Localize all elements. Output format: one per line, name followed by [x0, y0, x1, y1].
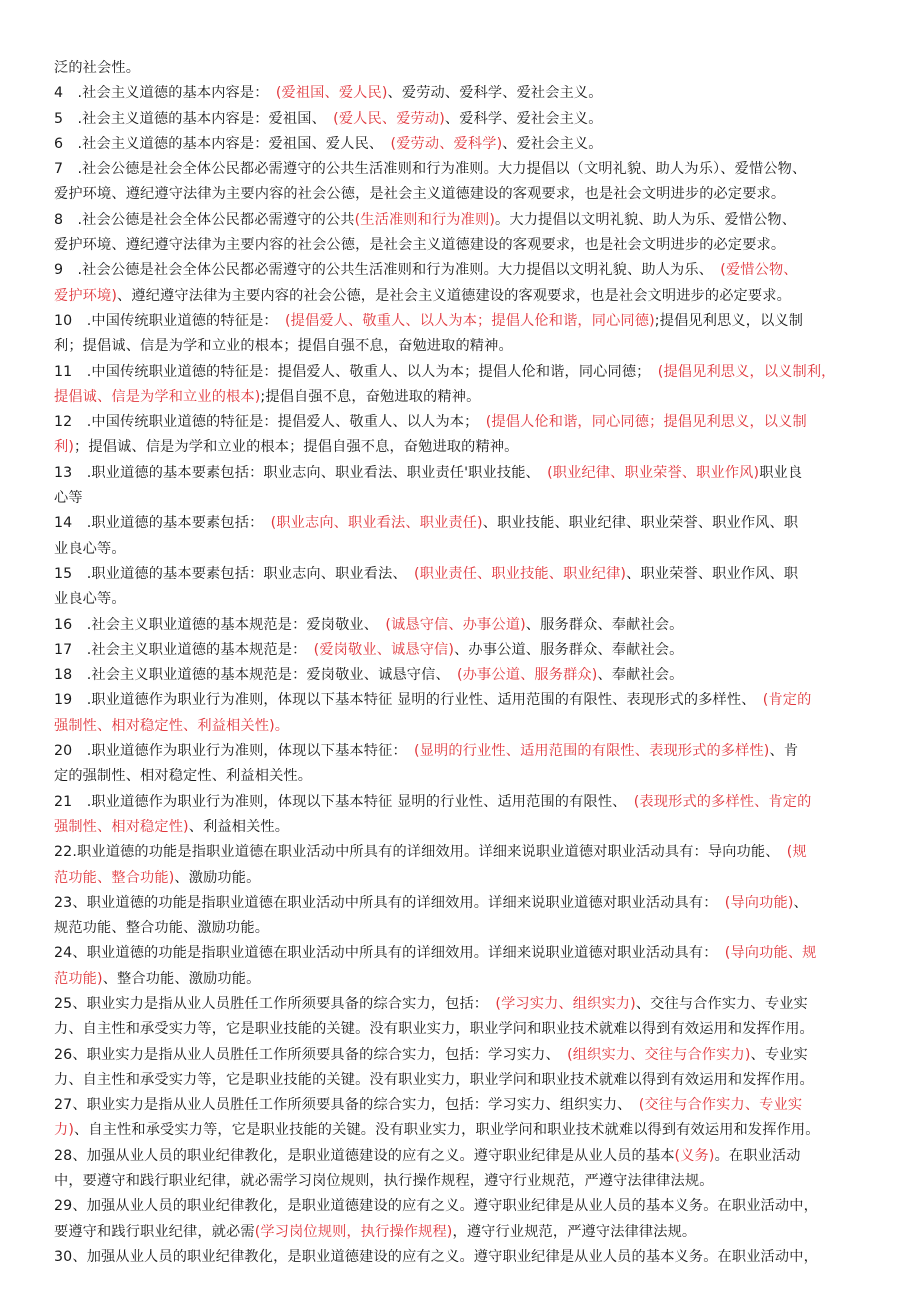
body-text: 11 .中国传统职业道德的特征是：提倡爱人、敬重人、以人为本；提倡人伦和谐，同心同德；	[54, 363, 658, 380]
body-text: 5 .社会主义道德的基本内容是：爱祖国、	[54, 110, 334, 127]
body-text: 中，要遵守和践行职业纪律，就必需学习岗位规则，执行操作规程，遵守行业规范，严遵守法律律法规。	[54, 1173, 714, 1190]
answer-text: 范功能、整合功能)	[54, 869, 175, 886]
body-text: 业良心等。	[54, 540, 126, 557]
text-line	[54, 233, 868, 258]
text-line	[54, 613, 868, 638]
body-text: 爱护环境、遵纪遵守法律为主要内容的社会公德，是社会主义道德建设的客观要求，也是社会文明进步的必定要求。	[54, 237, 786, 254]
body-text: 、遵纪遵守法律为主要内容的社会公德，是社会主义道德建设的客观要求，也是社会文明进步的必定要求。	[117, 287, 791, 304]
body-text: 30、加强从业人员的职业纪律教化，是职业道德建设的应有之义。遵守职业纪律是从业人员的基本义务。在职业活动中，	[54, 1248, 818, 1265]
body-text: 16 .社会主义职业道德的基本规范是：爱岗敬业、	[54, 616, 386, 633]
text-line	[54, 891, 868, 916]
text-line	[54, 688, 868, 713]
body-text: 、自主性和承受实力等，它是职业技能的关键。没有职业实力，职业学问和职业技术就难以得到有效运用和发挥作用。	[74, 1122, 820, 1139]
text-line	[54, 410, 868, 435]
body-text: 定的强制性、相对稳定性、利益相关性。	[54, 768, 313, 785]
body-text: 28、加强从业人员的职业纪律教化，是职业道德建设的应有之义。遵守职业纪律是从业人员的基本	[54, 1147, 675, 1164]
answer-text: (显明的行业性、适用范围的有限性、表现形式的多样性)	[414, 743, 770, 760]
answer-text: (导向功能)	[724, 894, 794, 911]
body-text: 、奉献社会。	[597, 667, 684, 684]
body-text: 9 .社会公德是社会全体公民都必需遵守的公共生活准则和行为准则。大力提倡以文明礼貌、助人为乐、	[54, 262, 721, 279]
answer-text: 力)	[54, 1122, 75, 1139]
body-text: 规范功能、整合功能、激励功能。	[54, 920, 270, 937]
text-line	[54, 638, 868, 663]
answer-text: (诚恳守信、办事公道)	[385, 616, 526, 633]
body-text: 23、职业道德的功能是指职业道德在职业活动中所具有的详细效用。详细来说职业道德对职业活动具有：	[54, 894, 725, 911]
body-text: 、爱劳动、爱科学、爱社会主义。	[387, 85, 603, 102]
body-text: 。大力提倡以文明礼貌、助人为乐、爱惜公物、	[495, 211, 797, 228]
body-text: ;提倡自强不息，奋勉进取的精神。	[260, 388, 481, 405]
text-line	[54, 1093, 868, 1118]
body-text: 、爱科学、爱社会主义。	[444, 110, 603, 127]
text-line	[54, 435, 868, 460]
text-line	[54, 511, 868, 536]
body-text: 25、职业实力是指从业人员胜任工作所须要具备的综合实力，包括：	[54, 995, 496, 1012]
body-text: 22.职业道德的功能是指职业道德在职业活动中所具有的详细效用。详细来说职业道德对职业活动具有：导向功能、	[54, 844, 787, 861]
answer-text: (提倡人伦和谐，同心同德；提倡见利思义，以义制	[485, 414, 807, 431]
answer-text: (职业纪律、职业荣誉、职业作风)	[547, 464, 760, 481]
body-text: 、肯	[769, 743, 799, 760]
answer-text: (学习岗位规则，执行操作规程)	[254, 1223, 453, 1240]
answer-text: (提倡见利思义，以义制利，	[657, 363, 836, 380]
answer-text: (提倡爱人、敬重人、以人为本；提倡人伦和谐，同心同德)	[284, 312, 655, 329]
answer-text: (爱惜公物、	[720, 262, 798, 279]
text-line	[54, 157, 868, 182]
answer-text: (义务)	[674, 1147, 715, 1164]
body-text: 4 .社会主义道德的基本内容是：	[54, 85, 276, 102]
text-line	[54, 56, 868, 81]
body-text: 、利益相关性。	[188, 818, 290, 835]
body-text: 12 .中国传统职业道德的特征是：提倡爱人、敬重人、以人为本；	[54, 414, 486, 431]
body-text: 、专业实	[750, 1046, 808, 1063]
text-line	[54, 1144, 868, 1169]
text-line	[54, 739, 868, 764]
text-line	[54, 1169, 868, 1194]
body-text: 21 .职业道德作为职业行为准则，体现以下基本特征 显明的行业性、适用范围的有限性、	[54, 793, 634, 810]
body-text: 18 .社会主义职业道德的基本规范是：爱岗敬业、诚恳守信、	[54, 667, 458, 684]
text-line	[54, 941, 868, 966]
body-text: 8 .社会公德是社会全体公民都必需遵守的公共	[54, 211, 355, 228]
body-text: ；提倡诚、信是为学和立业的根本；提倡自强不息，奋勉进取的精神。	[74, 439, 519, 456]
body-text: 27、职业实力是指从业人员胜任工作所须要具备的综合实力，包括：学习实力、组织实力、	[54, 1097, 639, 1114]
text-line	[54, 1220, 868, 1245]
answer-text: (学习实力、组织实力)	[495, 995, 636, 1012]
answer-text: 爱护环境)	[54, 287, 118, 304]
body-text: 业良心等。	[54, 591, 126, 608]
text-line	[54, 815, 868, 840]
body-text: 要遵守和践行职业纪律，就必需	[54, 1223, 255, 1240]
text-line	[54, 916, 868, 941]
body-text: ;提倡见利思义，以义制	[654, 312, 804, 329]
body-text: 26、职业实力是指从业人员胜任工作所须要具备的综合实力，包括：学习实力、	[54, 1046, 568, 1063]
body-text: 、服务群众、奉献社会。	[525, 616, 684, 633]
answer-text: 强制性、相对稳定性)	[54, 818, 189, 835]
body-text: 力、自主性和承受实力等，它是职业技能的关键。没有职业实力，职业学问和职业技术就难以得到有效运用和发挥作用。	[54, 1021, 814, 1038]
answer-text: (爱祖国、爱人民)	[275, 85, 388, 102]
answer-text: (爱岗敬业、诚恳守信)	[313, 641, 455, 658]
body-text: 17 .社会主义职业道德的基本规范是：	[54, 641, 314, 658]
answer-text: (职业责任、职业技能、职业纪律)	[414, 565, 627, 582]
body-text: 。在职业活动	[714, 1147, 801, 1164]
body-text: 爱护环境、遵纪遵守法律为主要内容的社会公德，是社会主义道德建设的客观要求，也是社会文明进步的必定要求。	[54, 186, 786, 203]
answer-text: (表现形式的多样性、肯定的	[633, 793, 812, 810]
text-line	[54, 284, 868, 309]
text-line	[54, 992, 868, 1017]
body-text: 力、自主性和承受实力等，它是职业技能的关键。没有职业实力，职业学问和职业技术就难以得到有效运用和发挥作用。	[54, 1071, 814, 1088]
text-line	[54, 107, 868, 132]
body-text: 、办事公道、服务群众、奉献社会。	[454, 641, 684, 658]
answer-text: 利)	[54, 439, 75, 456]
text-line	[54, 1118, 868, 1143]
answer-text: (爱劳动、爱科学)	[390, 135, 503, 152]
answer-text: (办事公道、服务群众)	[457, 667, 598, 684]
answer-text: (规	[786, 844, 807, 861]
body-text: 利；提倡诚、信是为学和立业的根本；提倡自强不息，奋勉进取的精神。	[54, 338, 513, 355]
text-line	[54, 840, 868, 865]
answer-text: 强制性、相对稳定性、利益相关性)。	[54, 717, 290, 734]
body-text: 、整合功能、激励功能。	[102, 970, 261, 987]
body-text: 29、加强从业人员的职业纪律教化，是职业道德建设的应有之义。遵守职业纪律是从业人员的基本义务。在职业活动中，	[54, 1198, 818, 1215]
answer-text: 范功能)	[54, 970, 103, 987]
text-line	[54, 1245, 868, 1270]
text-line	[54, 1194, 868, 1219]
body-text: 13 .职业道德的基本要素包括：职业志向、职业看法、职业责任'职业技能、	[54, 464, 548, 481]
text-line	[54, 258, 868, 283]
text-line	[54, 866, 868, 891]
body-text: 20 .职业道德作为职业行为准则，体现以下基本特征：	[54, 743, 415, 760]
text-line	[54, 1017, 868, 1042]
body-text: 、交往与合作实力、专业实	[635, 995, 808, 1012]
text-line	[54, 663, 868, 688]
answer-text: (交往与合作实力、专业实	[638, 1097, 803, 1114]
answer-text: 提倡诚、信是为学和立业的根本)	[54, 388, 261, 405]
body-text: ，遵守行业规范，严遵守法律律法规。	[452, 1223, 697, 1240]
body-text: 15 .职业道德的基本要素包括：职业志向、职业看法、	[54, 565, 415, 582]
text-line	[54, 967, 868, 992]
text-line	[54, 132, 868, 157]
body-text: 、职业技能、职业纪律、职业荣誉、职业作风、职	[482, 515, 799, 532]
answer-text: (爱人民、爱劳动)	[333, 110, 445, 127]
body-text: 职业良	[759, 464, 803, 481]
body-text: 14 .职业道德的基本要素包括：	[54, 515, 271, 532]
answer-text: (组织实力、交往与合作实力)	[567, 1046, 751, 1063]
text-line	[54, 309, 868, 334]
text-line	[54, 714, 868, 739]
body-text: 、职业荣誉、职业作风、职	[626, 565, 799, 582]
body-text: 10 .中国传统职业道德的特征是：	[54, 312, 285, 329]
body-text: 、激励功能。	[174, 869, 261, 886]
text-line	[54, 486, 868, 511]
text-line	[54, 81, 868, 106]
body-text: 24、职业道德的功能是指职业道德在职业活动中所具有的详细效用。详细来说职业道德对职业活动具有：	[54, 945, 725, 962]
answer-text: (肯定的	[762, 692, 812, 709]
body-text: 、爱社会主义。	[502, 135, 603, 152]
text-line	[54, 1068, 868, 1093]
answer-text: (生活准则和行为准则)	[354, 211, 496, 228]
text-line	[54, 208, 868, 233]
text-line	[54, 182, 868, 207]
answer-text: (职业志向、职业看法、职业责任)	[270, 515, 483, 532]
text-line	[54, 764, 868, 789]
text-line	[54, 562, 868, 587]
text-line	[54, 587, 868, 612]
text-line	[54, 790, 868, 815]
body-text: 19 .职业道德作为职业行为准则，体现以下基本特征 显明的行业性、适用范围的有限性、表现形式的多样性、	[54, 692, 763, 709]
text-line	[54, 1043, 868, 1068]
body-text: 、	[793, 894, 808, 911]
text-line	[54, 334, 868, 359]
text-line	[54, 360, 868, 385]
text-line	[54, 385, 868, 410]
text-line	[54, 537, 868, 562]
body-text: 泛的社会性。	[54, 60, 141, 76]
body-text: 心等	[54, 490, 83, 507]
text-line	[54, 461, 868, 486]
body-text: 7 .社会公德是社会全体公民都必需遵守的公共生活准则和行为准则。大力提倡以（文明礼貌、助人为乐）、爱惜公物、	[54, 161, 807, 178]
answer-text: (导向功能、规	[724, 945, 817, 962]
body-text: 6 .社会主义道德的基本内容是：爱祖国、爱人民、	[54, 135, 391, 152]
